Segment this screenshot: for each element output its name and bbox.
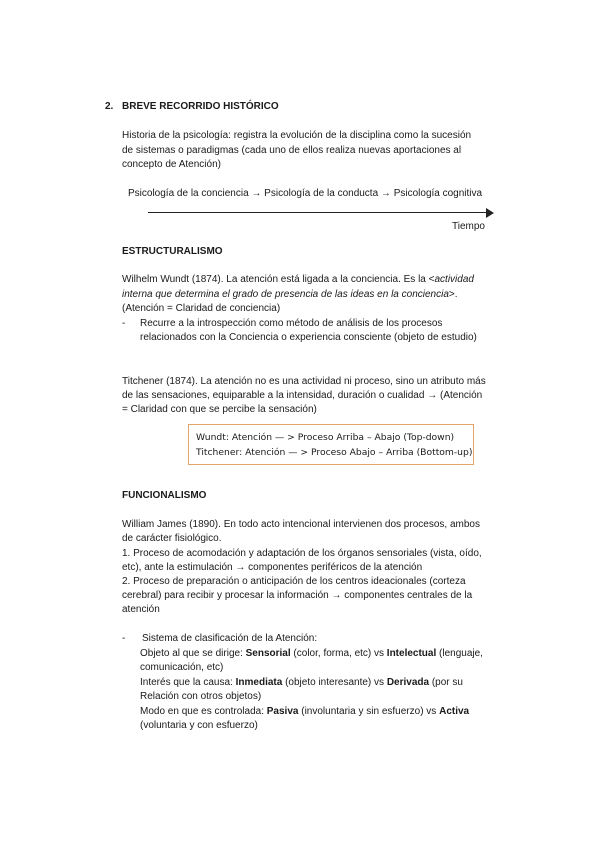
wundt-line-2 bbox=[122, 288, 458, 302]
proceso-2-line-1: 2. Proceso de preparación o anticipación de los centros ideacionales (corteza bbox=[122, 576, 466, 587]
sistema-modo-cont: (voluntaria y con esfuerzo) bbox=[140, 720, 258, 731]
timeline-axis-label: Tiempo bbox=[452, 221, 485, 232]
intro-line-2: de sistemas o paradigmas (cada uno de ellos realiza nuevas aportaciones al bbox=[122, 145, 462, 156]
proceso-1-line-1: 1. Proceso de acomodación y adaptación de los órganos sensoriales (vista, oído, bbox=[122, 548, 482, 559]
wundt-line-1-italic: actividad bbox=[434, 274, 474, 285]
proceso-1-line-2: etc), ante la estimulación → componentes periféricos de la atención bbox=[122, 562, 423, 573]
sistema-title: Sistema de clasificación de la Atención: bbox=[142, 633, 318, 644]
james-line-1: William James (1890). En todo acto intencional intervienen dos procesos, ambos bbox=[122, 519, 480, 530]
wundt-line-1-text: Wilhelm Wundt (1874). La atención está ligada a la conciencia. Es la < bbox=[122, 274, 435, 285]
proceso-2-line-2: cerebral) para recibir y procesar la información → componentes centrales de la bbox=[122, 590, 473, 601]
modo-pre: Modo en que es controlada: bbox=[140, 706, 267, 717]
section-title: BREVE RECORRIDO HISTÓRICO bbox=[122, 101, 279, 112]
interes-inmediata: Inmediata bbox=[235, 677, 283, 688]
modo-pasiva: Pasiva bbox=[266, 706, 299, 717]
estructuralismo-bullet-line-2: relacionados con la Conciencia o experiencia consciente (objeto de estudio) bbox=[140, 332, 477, 343]
intro-line-1: Historia de la psicología: registra la evolución de la disciplina como la sucesión bbox=[122, 130, 472, 141]
modo-activa: Activa bbox=[439, 706, 470, 717]
funcionalismo-heading: FUNCIONALISMO bbox=[122, 490, 207, 501]
estructuralismo-bullet-dash: - bbox=[122, 318, 126, 329]
sistema-bullet-dash: - bbox=[122, 633, 126, 644]
proceso-2-line-3: atención bbox=[122, 604, 160, 615]
sistema-modo-line bbox=[140, 705, 469, 719]
sistema-objeto-line bbox=[140, 647, 483, 661]
section-number: 2. bbox=[105, 101, 114, 112]
objeto-post: (lenguaje, bbox=[436, 648, 483, 659]
summary-box-line-2: Titchener: Atención — > Proceso Abajo – Arriba (Bottom-up) bbox=[196, 447, 473, 458]
summary-box-line-1: Wundt: Atención — > Proceso Arriba – Abajo (Top-down) bbox=[196, 432, 455, 443]
interes-pre: Interés que la causa: bbox=[140, 677, 236, 688]
sistema-interes-line bbox=[140, 676, 463, 690]
james-line-2: de carácter fisiológico. bbox=[122, 533, 222, 544]
objeto-mid: (color, forma, etc) vs bbox=[290, 648, 387, 659]
titchener-line-3: = Claridad con que se percibe la sensación) bbox=[122, 404, 317, 415]
timeline-sequence: Psicología de la conciencia → Psicología de la conducta → Psicología cognitiva bbox=[128, 188, 483, 199]
wundt-line-2-italic: interna que determina el grado de presencia de las ideas en la conciencia bbox=[122, 289, 449, 300]
timeline-arrow-line bbox=[148, 212, 488, 213]
modo-mid: (involuntaria y sin esfuerzo) vs bbox=[298, 706, 440, 717]
wundt-line-2-end: >. bbox=[448, 289, 458, 300]
wundt-line-1 bbox=[122, 273, 474, 287]
intro-line-3: concepto de Atención) bbox=[122, 159, 221, 170]
interes-derivada: Derivada bbox=[386, 677, 430, 688]
objeto-intelectual: Intelectual bbox=[386, 648, 437, 659]
estructuralismo-bullet-line-1: Recurre a la introspección como método de análisis de los procesos bbox=[140, 318, 443, 329]
timeline-arrow-head-icon bbox=[486, 208, 494, 218]
wundt-line-3: (Atención = Claridad de conciencia) bbox=[122, 303, 281, 314]
interes-post: (por su bbox=[429, 677, 463, 688]
titchener-line-2: de las sensaciones, equiparable a la intensidad, duración o cualidad → (Atención bbox=[122, 390, 483, 401]
sistema-objeto-cont: comunicación, etc) bbox=[140, 662, 224, 673]
objeto-sensorial: Sensorial bbox=[245, 648, 291, 659]
interes-mid: (objeto interesante) vs bbox=[282, 677, 387, 688]
estructuralismo-heading: ESTRUCTURALISMO bbox=[122, 246, 223, 257]
sistema-interes-cont: Relación con otros objetos) bbox=[140, 691, 262, 702]
objeto-pre: Objeto al que se dirige: bbox=[140, 648, 246, 659]
titchener-line-1: Titchener (1874). La atención no es una actividad ni proceso, sino un atributo más bbox=[122, 376, 486, 387]
